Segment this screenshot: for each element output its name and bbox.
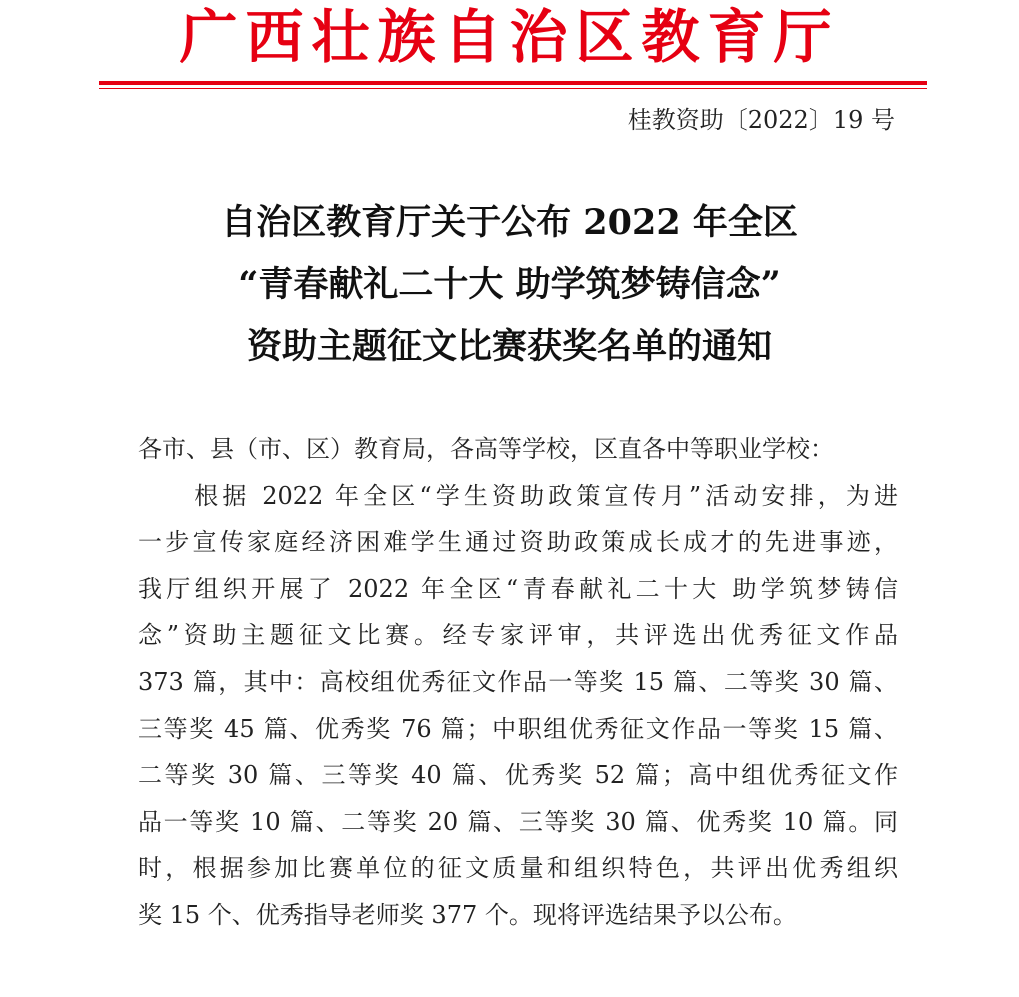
title-line: “青春献礼二十大 助学筑梦铸信念”: [238, 264, 781, 305]
document-title: [0, 192, 1019, 378]
body-line: 奖 15 个、优秀指导老师奖 377 个。现将评选结果予以公布。: [138, 900, 797, 929]
masthead-rule-thick: [99, 81, 927, 85]
title-line: 自治区教育厅关于公布 2022 年全区: [221, 202, 798, 243]
title-line: 资助主题征文比赛获奖名单的通知: [246, 326, 772, 367]
body-line: 三等奖 45 篇、优秀奖 76 篇；中职组优秀征文作品一等奖 15 篇、: [138, 714, 898, 743]
body-line: 品一等奖 10 篇、二等奖 20 篇、三等奖 30 篇、优秀奖 10 篇。同: [138, 807, 898, 836]
body-line: 我厅组织开展了 2022 年全区“青春献礼二十大 助学筑梦铸信: [138, 574, 898, 603]
body-line: 根据 2022 年全区“学生资助政策宣传月”活动安排，为进: [138, 481, 898, 510]
body-line: 时，根据参加比赛单位的征文质量和组织特色，共评出优秀组织: [138, 854, 898, 883]
body-line: 念”资助主题征文比赛。经专家评审，共评选出优秀征文作品: [138, 621, 898, 650]
masthead-rule-thin: [99, 88, 927, 89]
salutation-line: 各市、县（市、区）教育局，各高等学校，区直各中等职业学校：: [138, 435, 834, 463]
document-number: 桂教资助〔2022〕19 号: [627, 106, 895, 134]
issuer-masthead: 广西壮族自治区教育厅: [179, 3, 840, 71]
body-line: 373 篇，其中：高校组优秀征文作品一等奖 15 篇、二等奖 30 篇、: [138, 667, 898, 696]
document-body: [138, 426, 898, 939]
body-line: 二等奖 30 篇、三等奖 40 篇、优秀奖 52 篇；高中组优秀征文作: [138, 761, 898, 790]
body-line: 一步宣传家庭经济困难学生通过资助政策成长成才的先进事迹，: [138, 528, 898, 557]
